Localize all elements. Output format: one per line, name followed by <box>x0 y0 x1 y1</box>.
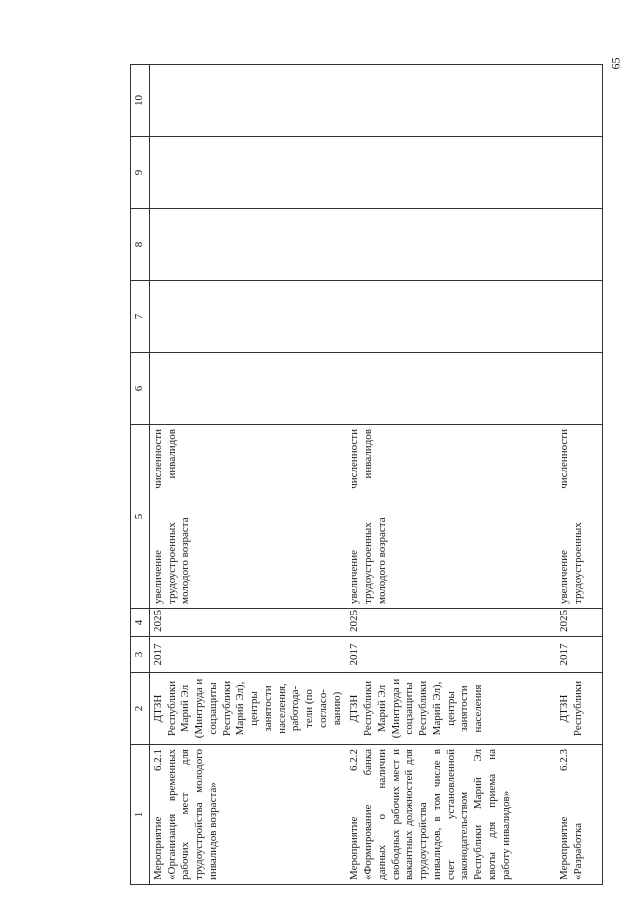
empty-cell <box>149 281 346 353</box>
page-number: 65 <box>608 57 623 70</box>
empty-cell <box>346 209 556 281</box>
program-table <box>130 64 603 885</box>
executor-cell: ДТЗН Республики Марий Эл (Минтруда и соцзащиты Республики Марий Эл), центры занятости населения, работода-тели (по согласо-ванию) <box>149 673 346 745</box>
empty-cell <box>556 65 602 137</box>
start-year-cell: 2017 <box>149 637 346 673</box>
empty-cell <box>556 353 602 425</box>
table-row <box>346 65 556 885</box>
header-col-10: 10 <box>131 65 150 137</box>
header-col-2: 2 <box>131 673 150 745</box>
empty-cell <box>556 209 602 281</box>
header-col-4: 4 <box>131 609 150 637</box>
empty-cell <box>149 209 346 281</box>
start-year-cell: 2017 <box>346 637 556 673</box>
empty-cell <box>346 281 556 353</box>
end-year-cell: 2025 <box>556 609 602 637</box>
event-cell: Мероприятие 6.2.3 «Разработка <box>556 745 602 885</box>
empty-cell <box>346 65 556 137</box>
empty-cell <box>149 65 346 137</box>
header-col-3: 3 <box>131 637 150 673</box>
empty-cell <box>149 353 346 425</box>
header-col-1: 1 <box>131 745 150 885</box>
result-cell: увеличение численности трудоустроенных инвалидов молодого возраста <box>149 425 346 609</box>
table-row <box>149 65 346 885</box>
header-col-9: 9 <box>131 137 150 209</box>
end-year-cell: 2025 <box>149 609 346 637</box>
end-year-cell: 2025 <box>346 609 556 637</box>
executor-cell: ДТЗН Республики Марий Эл (Минтруда и соцзащиты Республики Марий Эл), центры занятости населения <box>346 673 556 745</box>
header-col-5: 5 <box>131 425 150 609</box>
event-cell: Мероприятие 6.2.2 «Формирование банка данных о наличии свободных рабочих мест и вакантных должностей для трудоустройства инвалидов, в том числе в счет установленной законодательством Республики Марий Эл квоты для приема на работу инвалидов» <box>346 745 556 885</box>
start-year-cell: 2017 <box>556 637 602 673</box>
executor-cell: ДТЗН Республики <box>556 673 602 745</box>
empty-cell <box>556 137 602 209</box>
result-cell: увеличение численности трудоустроенных инвалидов молодого возраста <box>346 425 556 609</box>
event-cell: Мероприятие 6.2.1 «Организация временных рабочих мест для трудоустройства молодого инвалидов возраста» <box>149 745 346 885</box>
rotated-table-container <box>130 65 590 885</box>
header-row <box>131 65 150 885</box>
empty-cell <box>149 137 346 209</box>
result-cell: увеличение численности трудоустроенных <box>556 425 602 609</box>
header-col-8: 8 <box>131 209 150 281</box>
empty-cell <box>556 281 602 353</box>
header-col-7: 7 <box>131 281 150 353</box>
empty-cell <box>346 137 556 209</box>
table-row <box>556 65 602 885</box>
empty-cell <box>346 353 556 425</box>
header-col-6: 6 <box>131 353 150 425</box>
